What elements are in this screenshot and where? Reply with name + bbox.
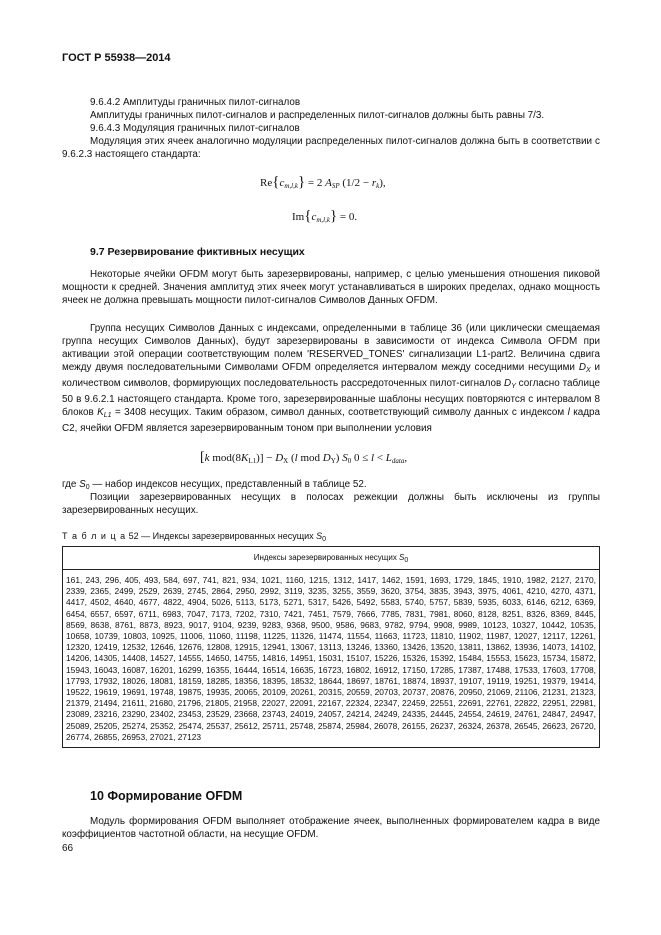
section-9642-title: 9.6.4.2 Амплитуды граничных пилот-сигналов — [90, 97, 301, 108]
table52-header-row — [63, 547, 600, 570]
table52-body-cell: 161, 243, 296, 405, 493, 584, 697, 741, 821, 934, 1021, 1160, 1215, 1312, 1417, 1462, 1591, 1693, 1729, 1845, 1910, 1982, 2127, 2170, 2339, 2365, 2499, 2529, 2639, 2745, 2864, 2950, 2992, 3119, 3235, 3255, 3559, 3620, 3754, 3835, 3943, 3975, 4061, 4210, 4270, 4371, 4417, 4502, 4640, 4677, 4822, 4904, 5026, 5113, 5173, 5271, 5317, 5426, 5492, 5583, 5740, 5757, 5839, 5935, 6033, 6146, 6212, 6369, 6454, 6557, 6597, 6711, 6983, 7047, 7173, 7202, 7310, 7421, 7451, 7579, 7666, 7785, 7831, 7981, 8060, 8128, 8251, 8326, 8369, 8445, 8569, 8638, 8761, 8873, 8923, 9017, 9104, 9239, 9283, 9368, 9500, 9586, 9683, 9782, 9794, 9908, 9989, 10123, 10327, 10442, 10535, 10658, 10739, 10803, 10925, 11006, 11060, 11198, 11225, 11326, 11474, 11554, 11663, 11723, 11810, 11902, 11987, 12027, 12117, 12261, 12320, 12419, 12532, 12646, 12676, 12808, 12915, 12941, 13067, 13113, 13246, 13360, 13426, 13520, 13811, 13862, 13936, 14073, 14102, 14206, 14305, 14408, 14527, 14555, 14650, 14755, 14816, 14951, 15031, 15107, 15226, 15326, 15392, 15484, 15553, 15623, 15734, 15872, 15943, 16043, 16087, 16201, 16299, 16355, 16444, 16514, 16635, 16723, 16802, 16912, 17150, 17285, 17387, 17488, 17533, 17603, 17708, 17793, 17932, 18026, 18081, 18159, 18285, 18356, 18395, 18532, 18644, 18697, 18761, 18874, 18937, 19107, 19119, 19251, 19379, 19414, 19522, 19619, 19691, 19748, 19875, 19935, 20065, 20109, 20261, 20315, 20559, 20703, 20737, 20876, 20950, 21069, 21106, 21231, 21323, 21379, 21494, 21611, 21680, 21796, 21805, 21958, 22027, 22091, 22167, 22324, 22347, 22459, 22551, 22691, 22761, 22822, 22951, 22981, 23089, 23216, 23290, 23402, 23453, 23529, 23668, 23743, 24019, 24057, 24214, 24249, 24335, 24445, 24554, 24619, 24761, 24847, 24947, 25089, 25205, 25274, 25352, 25474, 25537, 25612, 25711, 25748, 25874, 25984, 26078, 26155, 26237, 26324, 26378, 26545, 26623, 26720, 26774, 26855, 26953, 27021, 27123 — [63, 570, 600, 748]
doc-code-header: ГОСТ Р 55938—2014 — [62, 52, 171, 64]
formula-im: $Im\{c_{m,l,k}\} = 0$. — [292, 208, 358, 224]
section-9642-text: Амплитуды граничных пилот-сигналов и распределенных пилот-сигналов должны быть равны 7/3. — [90, 110, 545, 121]
section-9643-title: 9.6.4.3 Модуляция граничных пилот-сигналов — [90, 123, 300, 134]
formula-re: $Re\{c_{m,l,k}\} = 2$ $A_{SP}$ $(1/2 - r_k)$, — [260, 174, 386, 190]
page-number: 66 — [62, 843, 74, 854]
reserved-positions-note: Позиции зарезервированных несущих в полосах режекции должны быть исключены из группы зарезервированных несущих. — [62, 492, 600, 516]
table52 — [62, 546, 600, 748]
section-10-text: Модуль формирования OFDM выполняет отображение ячеек, выполненных формирователем кадра в виде коэффициентов частотной области, на несущие OFDM. — [62, 816, 600, 840]
formula-reserved-condition: [k $mod(8K_{L1})] - D_X$ (l mod $D_Y$) $S_0$ $0 \le l < L_{data}$, — [200, 450, 408, 465]
section-97-p1: Некоторые ячейки OFDM могут быть зарезервированы, например, с целью уменьшения отношения пиковой мощности к средней. Значения амплитуд этих ячеек могут устанавливаться в широких пределах, однако мощность ячеек не должна превышать мощности пилот-сигналов Символов Данных OFDM. — [62, 269, 600, 306]
where-s0-text: где $S_0$ — набор индексов несущих, представленный в таблице 52. — [62, 479, 367, 491]
section-9643-text: Модуляция этих ячеек аналогично модуляции распределенных пилот-сигналов должна быть в соответствии с 9.6.2.3 настоящего стандарта: — [62, 136, 600, 160]
table52-caption: Т а б л и ц а 52 — Индексы зарезервированных несущих $S_0$ — [62, 531, 327, 543]
section-10-heading: 10 Формирование OFDM — [90, 789, 243, 803]
table52-body-row — [63, 570, 600, 748]
table52-header-cell: Индексы зарезервированных несущих $S_0$ — [63, 547, 600, 570]
section-97-p2: Группа несущих Символов Данных с индексами, определенными в таблице 36 (или циклически смещаемая группа несущих Символов Данных), будут зарезервированы в зависимости от индекса Символа OFDM при активации этой операции соответствующим полем 'RESERVED_TONES' сигнализации L1-part2. Величина сдвига между двумя последовательными Символами OFDM определяется интервалом между соседними несущими $D_X$ и количеством символов, формирующих последовательность рассредоточенных пилот-сигналов $D_Y$ согласно таблице 50 в 9.6.2.1 настоящего стандарта. Кроме того, зарезервированные шаблоны несущих повторяются с интервалом 8 блоков $K_{L1} = 3408$ несущих. Таким образом, символ данных, соответствующий символу данных с индексом l кадра C2, ячейки OFDM является зарезервированным тоном при выполнении условия — [62, 323, 601, 434]
section-97-heading: 9.7 Резервирование фиктивных несущих — [90, 246, 305, 258]
